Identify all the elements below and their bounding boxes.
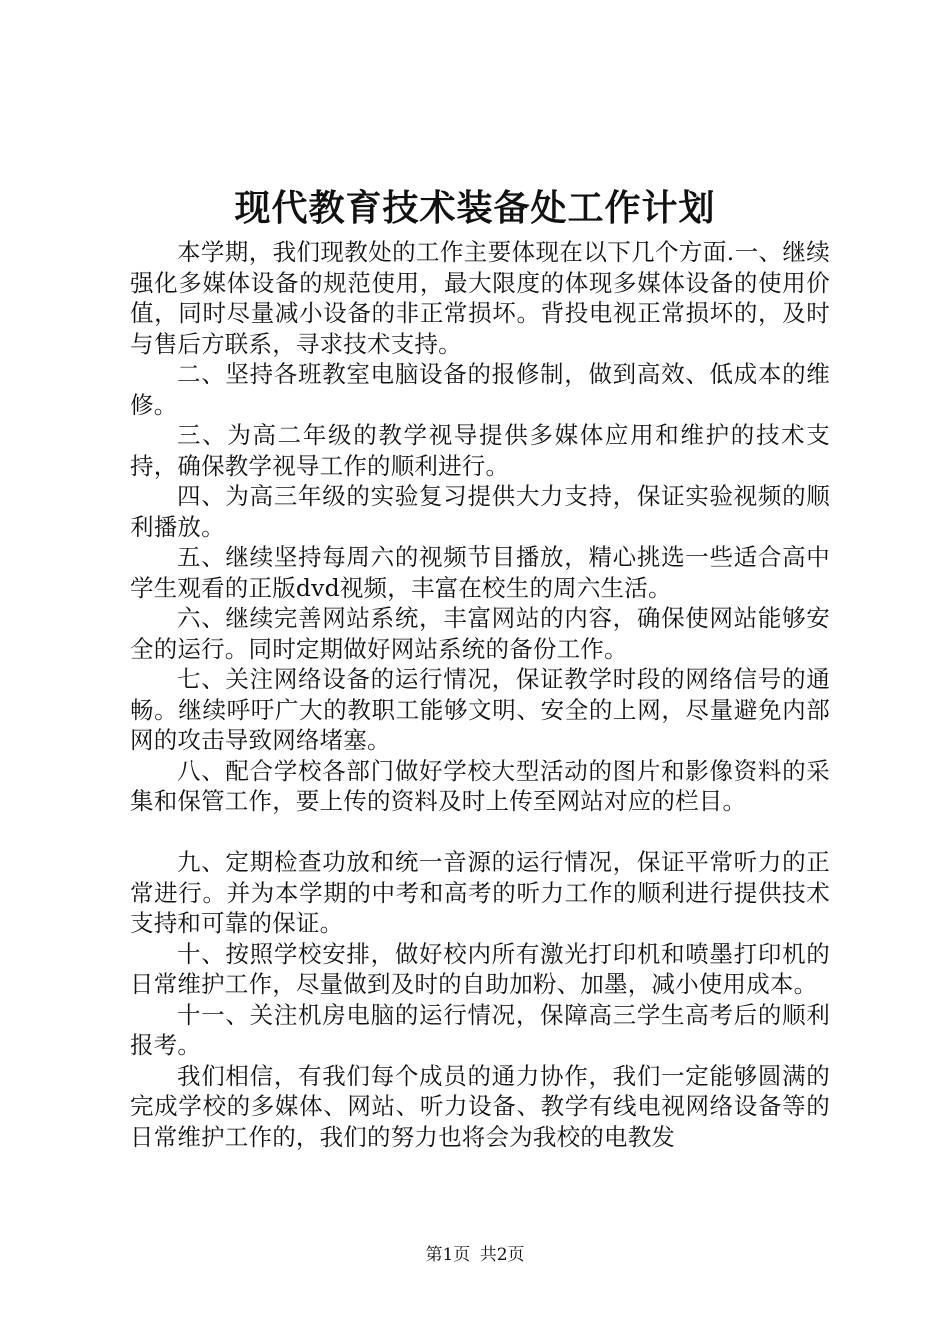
paragraph-intro: 本学期，我们现教处的工作主要体现在以下几个方面.一、继续强化多媒体设备的规范使用，最大限度的体现多媒体设备的使用价值，同时尽量减小设备的非正常损坏。背投电视正常损坏的，及时与售后方联系，寻求技术支持。 (130, 238, 830, 358)
page-footer (0, 1242, 950, 1268)
paragraph-item-5: 五、继续坚持每周六的视频节目播放，精心挑选一些适合高中学生观看的正版dvd视频，丰富在校生的周六生活。 (130, 543, 830, 602)
paragraph-item-9: 九、定期检查功放和统一音源的运行情况，保证平常听力的正常进行。并为本学期的中考和高考的听力工作的顺利进行提供技术支持和可靠的保证。 (130, 848, 830, 937)
paragraph-item-6: 六、继续完善网站系统，丰富网站的内容，确保使网站能够安全的运行。同时定期做好网站系统的备份工作。 (130, 604, 830, 663)
paragraph-item-11: 十一、关注机房电脑的运行情况，保障高三学生高考后的顺利报考。 (130, 1000, 830, 1059)
document-title: 现代教育技术装备处工作计划 (234, 187, 716, 229)
document-body (130, 237, 830, 1152)
paragraph-item-2: 二、坚持各班教室电脑设备的报修制，做到高效、低成本的维修。 (130, 360, 830, 419)
page-number: 第1页 (425, 1245, 471, 1265)
paragraph-item-3: 三、为高二年级的教学视导提供多媒体应用和维护的技术支持，确保教学视导工作的顺利进行。 (130, 421, 830, 480)
paragraph-item-4: 四、为高三年级的实验复习提供大力支持，保证实验视频的顺利播放。 (130, 482, 830, 541)
paragraph-item-10: 十、按照学校安排，做好校内所有激光打印机和喷墨打印机的日常维护工作，尽量做到及时的自助加粉、加墨，减小使用成本。 (130, 939, 830, 998)
page-total: 共2页 (479, 1245, 525, 1265)
paragraph-item-8: 八、配合学校各部门做好学校大型活动的图片和影像资料的采集和保管工作，要上传的资料及时上传至网站对应的栏目。 (130, 756, 830, 815)
paragraph-item-7: 七、关注网络设备的运行情况，保证教学时段的网络信号的通畅。继续呼吁广大的教职工能够文明、安全的上网，尽量避免内部网的攻击导致网络堵塞。 (130, 665, 830, 754)
paragraph-conclusion: 我们相信，有我们每个成员的通力协作，我们一定能够圆满的完成学校的多媒体、网站、听力设备、教学有线电视网络设备等的日常维护工作的，我们的努力也将会为我校的电教发 (130, 1061, 830, 1151)
